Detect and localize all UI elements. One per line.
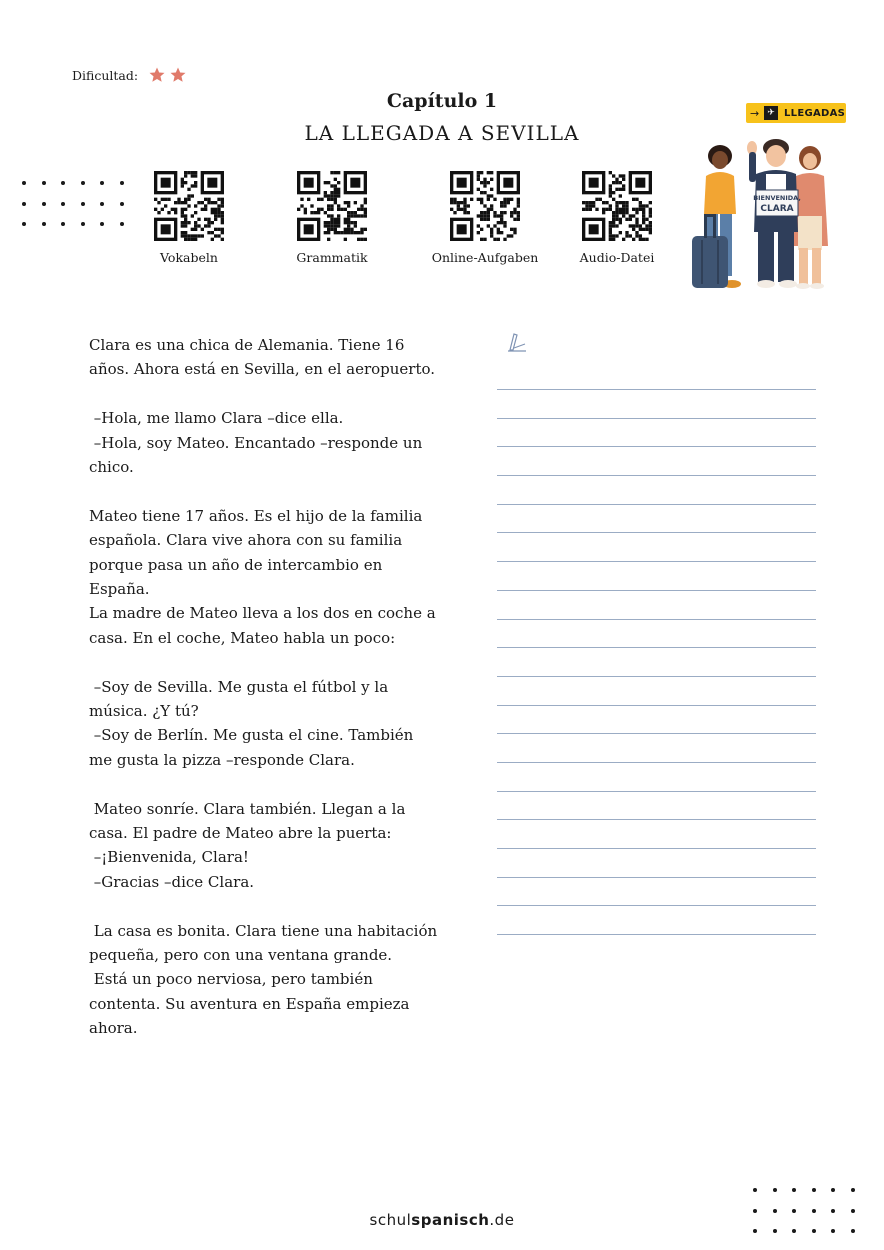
arrow-right-icon: → bbox=[750, 106, 760, 120]
story-paragraph: Mateo sonríe. Clara también. Llegan a la casa. El padre de Mateo abre la puerta: –¡Bienvenida, Clara! –Gracias –dice Clara. bbox=[89, 799, 406, 891]
pencil-icon bbox=[505, 330, 529, 354]
welcome-sign-line1: BIENVENIDA, bbox=[753, 194, 801, 202]
writing-lines[interactable] bbox=[497, 389, 816, 963]
page-title: LA LLEGADA A SEVILLA bbox=[304, 121, 580, 145]
footer-website[interactable] bbox=[0, 1211, 884, 1229]
writing-line[interactable] bbox=[497, 705, 816, 706]
writing-line[interactable] bbox=[497, 762, 816, 763]
footer-bold: spanisch bbox=[411, 1211, 490, 1229]
decorative-dots bbox=[22, 181, 124, 226]
story-paragraph: –Soy de Sevilla. Me gusta el fútbol y la música. ¿Y tú? –Soy de Berlín. Me gusta el cine. También me gusta la pizza –responde Clara. bbox=[89, 677, 414, 769]
writing-line[interactable] bbox=[497, 446, 816, 447]
writing-line[interactable] bbox=[497, 905, 816, 906]
qr-code-icon bbox=[154, 171, 224, 241]
story-paragraph: La casa es bonita. Clara tiene una habitación pequeña, pero con una ventana grande. Está un poco nerviosa, pero también contenta. Su aventura en España empieza ahora. bbox=[89, 921, 438, 1038]
writing-line[interactable] bbox=[497, 848, 816, 849]
qr-code-icon bbox=[297, 171, 367, 241]
arrivals-sign-text: LLEGADAS bbox=[784, 107, 846, 119]
writing-line[interactable] bbox=[497, 791, 816, 792]
story-text bbox=[89, 333, 439, 1041]
difficulty-rating bbox=[72, 66, 187, 84]
writing-line[interactable] bbox=[497, 676, 816, 677]
star-icon bbox=[169, 66, 187, 84]
writing-line[interactable] bbox=[497, 619, 816, 620]
story-paragraph: Clara es una chica de Alemania. Tiene 16 años. Ahora está en Sevilla, en el aeropuerto. bbox=[89, 336, 436, 379]
difficulty-stars bbox=[148, 66, 187, 84]
story-paragraph: –Hola, me llamo Clara –dice ella. –Hola, soy Mateo. Encantado –responde un chico. bbox=[89, 409, 423, 477]
arrival-illustration bbox=[686, 136, 836, 296]
writing-line[interactable] bbox=[497, 647, 816, 648]
arrivals-sign bbox=[746, 103, 846, 123]
qr-label: Grammatik bbox=[296, 250, 368, 265]
writing-line[interactable] bbox=[497, 819, 816, 820]
writing-line[interactable] bbox=[497, 532, 816, 533]
qr-grammatik[interactable] bbox=[277, 171, 387, 265]
qr-code-icon bbox=[582, 171, 652, 241]
writing-line[interactable] bbox=[497, 389, 816, 390]
writing-line[interactable] bbox=[497, 877, 816, 878]
qr-code-icon bbox=[450, 171, 520, 241]
difficulty-label: Dificultad: bbox=[72, 67, 139, 83]
writing-line[interactable] bbox=[497, 733, 816, 734]
footer-prefix: schul bbox=[369, 1211, 412, 1229]
qr-online-aufgaben[interactable] bbox=[430, 171, 540, 265]
qr-audio-datei[interactable] bbox=[562, 171, 672, 265]
qr-label: Vokabeln bbox=[160, 250, 218, 265]
welcome-sign-line2: CLARA bbox=[760, 204, 794, 214]
qr-label: Online-Aufgaben bbox=[431, 250, 539, 265]
footer-suffix: .de bbox=[489, 1211, 515, 1229]
writing-line[interactable] bbox=[497, 475, 816, 476]
writing-line[interactable] bbox=[497, 504, 816, 505]
qr-vokabeln[interactable] bbox=[134, 171, 244, 265]
story-paragraph: Mateo tiene 17 años. Es el hijo de la familia española. Clara vive ahora con su familia porque pasa un año de intercambio en España. La madre de Mateo lleva a los dos en coche a casa. En el coche, Mateo habla un poco: bbox=[89, 506, 436, 647]
star-icon bbox=[148, 66, 166, 84]
plane-landing-icon: ✈ bbox=[764, 106, 778, 120]
qr-label: Audio-Datei bbox=[579, 250, 655, 265]
writing-line[interactable] bbox=[497, 934, 816, 935]
writing-line[interactable] bbox=[497, 418, 816, 419]
chapter-number: Capítulo 1 bbox=[386, 90, 498, 112]
writing-line[interactable] bbox=[497, 561, 816, 562]
writing-line[interactable] bbox=[497, 590, 816, 591]
